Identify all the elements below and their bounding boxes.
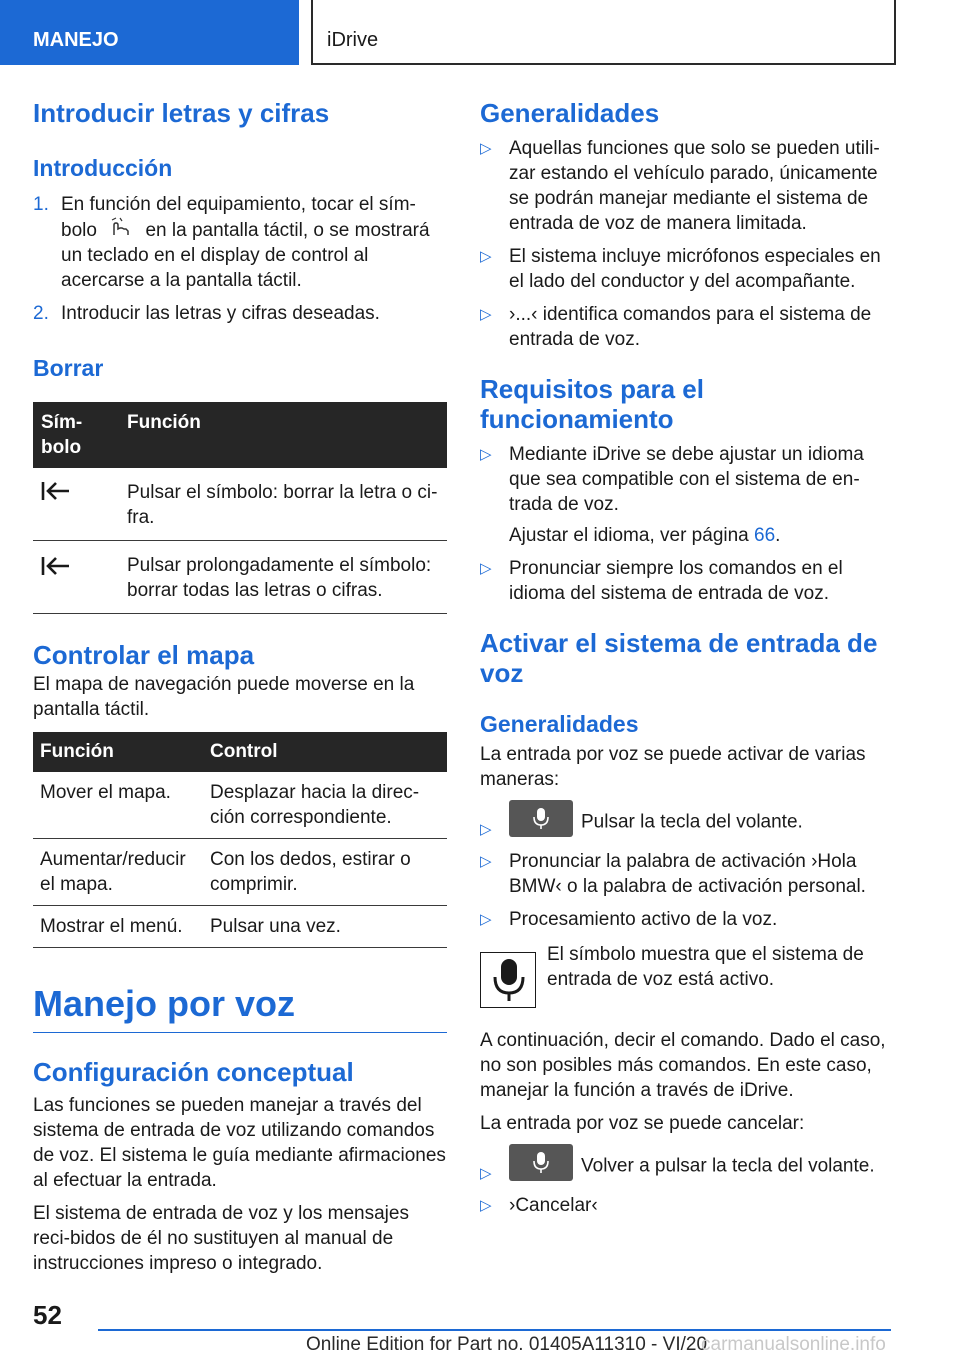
col-header-control: Control [203, 732, 447, 772]
function-cell: Mover el mapa. [33, 772, 203, 839]
bullet-triangle-icon: ▷ [480, 821, 492, 838]
table-row [33, 839, 447, 906]
bullet-triangle-icon: ▷ [480, 853, 492, 870]
step-text: Introducir las letras y cifras deseadas. [61, 303, 380, 324]
heading-delete: Borrar [33, 355, 104, 381]
bullet-triangle-icon: ▷ [480, 140, 492, 157]
table-row [33, 906, 447, 948]
list-item-text: Pronunciar siempre los comandos en el idioma del sistema de entrada de voz. [509, 558, 843, 604]
microphone-icon [480, 952, 536, 1008]
activate-intro: La entrada por voz se puede activar de varias maneras: [480, 744, 866, 790]
heading-voice: Manejo por voz [33, 982, 447, 1033]
list-item-text: Aquellas funciones que solo se pueden utili-zar estando el vehículo parado, únicamente se podrán manejar mediante el sistema de entrada de voz de manera limitada. [509, 138, 880, 234]
list-item [480, 1148, 888, 1185]
table-row [33, 468, 447, 541]
bullet-triangle-icon: ▷ [480, 248, 492, 265]
list-item-text: El sistema incluye micrófonos especiales en el lado del conductor y del acompañante. [509, 246, 881, 292]
step-text: bolo [61, 220, 97, 241]
function-cell: Pulsar el símbolo: borrar la letra o ci-fra. [119, 468, 447, 541]
step-text: en la pantalla táctil, o se mostrará un [61, 220, 430, 266]
list-item [480, 442, 888, 548]
page-number: 52 [33, 1300, 62, 1330]
step-2 [33, 301, 447, 326]
bullet-triangle-icon: ▷ [480, 446, 492, 463]
table-row [33, 772, 447, 839]
bullet-triangle-icon: ▷ [480, 1197, 492, 1214]
step-number: 2. [33, 303, 49, 324]
map-table [33, 732, 447, 948]
reference-text: Ajustar el idioma, ver página [509, 525, 749, 546]
watermark: carmanualsonline.info [701, 1334, 886, 1355]
footer-divider [98, 1329, 891, 1331]
list-item-text: Pulsar la tecla del volante. [581, 811, 803, 833]
col-header-function: Función [119, 402, 447, 468]
list-item [480, 907, 888, 932]
hand-touch-icon [108, 217, 134, 237]
concept-paragraph: El sistema de entrada de voz y los mensajes reci-bidos de él no sustituyen al manual de instrucciones impreso o integrado. [33, 1203, 409, 1274]
list-item [480, 136, 888, 236]
list-item-text: ›...‹ identifica comandos para el sistema de entrada de voz. [509, 304, 872, 350]
step-text: teclado en el display de control al acercarse a la pantalla táctil. [61, 245, 369, 291]
edition-text: Online Edition for Part no. 01405A11310 - VI/20 [306, 1334, 708, 1355]
list-item-text: ›Cancelar‹ [509, 1195, 598, 1216]
mic-note-text: El símbolo muestra que el sistema de entrada de voz está activo. [547, 944, 864, 990]
heading-activate: Activar el sistema de entrada de voz [480, 628, 878, 688]
reference-text: . [775, 525, 781, 546]
list-item [480, 1193, 888, 1218]
mic-note [480, 942, 888, 1008]
bullet-triangle-icon: ▷ [480, 560, 492, 577]
heading-map: Controlar el mapa [33, 640, 255, 670]
step-1 [33, 192, 447, 293]
control-cell: Con los dedos, estirar o comprimir. [203, 839, 447, 906]
concept-paragraph: Las funciones se pueden manejar a través del sistema de entrada de voz utilizando comandos de voz. El sistema le guía mediante afirmaciones al efectuar la entrada. [33, 1095, 446, 1191]
steering-voice-button-icon [509, 800, 573, 837]
chapter-title: iDrive [327, 29, 379, 51]
steering-voice-button-icon [509, 1144, 573, 1181]
list-item-text: Pronunciar la palabra de activación ›Hola BMW‹ o la palabra de activación personal. [509, 851, 866, 897]
function-cell: Aumentar/reducir el mapa. [33, 839, 203, 906]
left-column [33, 98, 447, 1276]
control-cell: Desplazar hacia la direc-ción correspondiente. [203, 772, 447, 839]
heading-requirements: Requisitos para el funcionamiento [480, 374, 704, 434]
delete-table [33, 402, 447, 614]
function-cell: Mostrar el menú. [33, 906, 203, 948]
table-row [33, 541, 447, 614]
right-column [480, 98, 888, 1218]
after-paragraph: A continuación, decir el comando. Dado el caso, no son posibles más comandos. En este caso, manejar la función a través de iDrive. [480, 1030, 886, 1101]
list-item [480, 849, 888, 899]
heading-letters: Introducir letras y cifras [33, 98, 330, 128]
section-tab [0, 0, 299, 65]
page-reference [509, 523, 888, 548]
heading-intro: Introducción [33, 155, 173, 181]
function-cell: Pulsar prolongadamente el símbolo: borrar todas las letras o cifras. [119, 541, 447, 614]
section-title: MANEJO [33, 29, 119, 51]
bullet-triangle-icon: ▷ [480, 911, 492, 928]
map-intro: El mapa de navegación puede moverse en la pantalla táctil. [33, 674, 415, 720]
col-header-function: Función [33, 732, 203, 772]
col-header-symbol: Sím-bolo [33, 402, 119, 468]
page-link[interactable]: 66 [754, 525, 776, 546]
bullet-triangle-icon: ▷ [480, 1165, 492, 1182]
step-text: En función del equipamiento, tocar el sím- [61, 194, 416, 215]
list-item [480, 556, 888, 606]
list-item [480, 244, 888, 294]
control-cell: Pulsar una vez. [203, 906, 447, 948]
list-item-text: Procesamiento activo de la voz. [509, 909, 778, 930]
backspace-icon [33, 541, 119, 614]
step-number: 1. [33, 194, 49, 215]
backspace-icon [33, 468, 119, 541]
heading-general: Generalidades [480, 98, 660, 128]
cancel-intro: La entrada por voz se puede cancelar: [480, 1113, 805, 1134]
list-item-text: Volver a pulsar la tecla del volante. [581, 1155, 875, 1177]
heading-concept: Configuración conceptual [33, 1057, 354, 1087]
chapter-tab [311, 0, 896, 65]
list-item-text: Mediante iDrive se debe ajustar un idioma que sea compatible con el sistema de en-trada de voz. [509, 444, 864, 515]
list-item [480, 804, 888, 841]
heading-general-2: Generalidades [480, 711, 639, 737]
list-item [480, 302, 888, 352]
bullet-triangle-icon: ▷ [480, 306, 492, 323]
